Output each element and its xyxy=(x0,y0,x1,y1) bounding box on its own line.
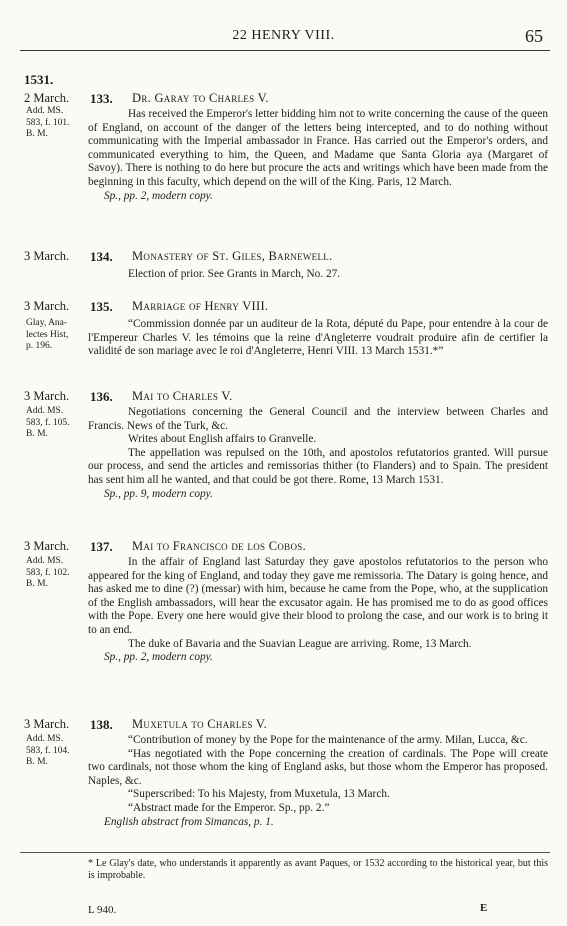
entry-note: English abstract from Simancas, p. 1. xyxy=(104,815,274,828)
entry-body-2: Writes about English affairs to Granvelle. xyxy=(128,433,317,446)
entry-title: Marriage of Henry VIII. xyxy=(132,299,269,313)
source-line: 583, f. 105. xyxy=(26,417,70,428)
entry-source xyxy=(26,106,82,141)
entry-135 xyxy=(0,300,567,370)
source-line: Add. MS. xyxy=(26,556,64,566)
entry-date: 3 March. xyxy=(24,389,70,403)
entry-number: 133. xyxy=(90,91,113,106)
entry-body-3: The appellation was repulsed on the 10th, and apostolos refutatorios granted. Will pursue our process, and send the articles and remissorias thither (to Flanders) and to Spain. The president has sent him all he wanted, and that could be got there. Rome, 13 March 1531. xyxy=(88,446,548,486)
source-line: Add. MS. xyxy=(26,734,64,744)
entry-body-2: The duke of Bavaria and the Suavian League are arriving. Rome, 13 March. xyxy=(128,637,472,650)
entry-line-3: “Superscribed: To his Majesty, from Muxetula, 13 March. xyxy=(128,788,390,801)
entry-date: 3 March. xyxy=(24,539,70,553)
entry-133 xyxy=(0,92,567,242)
entry-source xyxy=(26,556,82,591)
entry-note: Sp., pp. 2, modern copy. xyxy=(104,651,213,664)
year-label: 1531. xyxy=(24,72,54,87)
entry-body: Has received the Emperor's letter bidding him not to write concerning the cause of the queen of England, on account of the danger of the letters being intercepted, and to do nothing without communicating with the Imperial ambassador in France. Has carried out the Emperor's orders, and communicated everything to him, the Queen, and Madame que Santa Gloria aya (Margaret of Savoy). There is nothing to do here but procure the acts and writings which have been made from the beginning in this faculty, which depend on the will of the King. Paris, 12 March. xyxy=(88,108,548,188)
entry-138 xyxy=(0,718,567,844)
header-rule xyxy=(20,50,550,51)
entry-source xyxy=(26,406,82,441)
entry-date: 3 March. xyxy=(24,299,70,313)
source-line: B. M. xyxy=(26,129,48,139)
footnote: * Le Glay's date, who understands it apparently as avant Paques, or 1532 according to the historical year, but this is improbable. xyxy=(88,858,548,881)
source-line: Add. MS. xyxy=(26,106,64,116)
page-number: 65 xyxy=(525,26,543,46)
entry-source xyxy=(26,318,82,353)
entry-number: 137. xyxy=(90,539,113,554)
entry-note: Sp., pp. 9, modern copy. xyxy=(104,487,213,500)
entry-source xyxy=(26,734,82,769)
source-line: 583, f. 104. xyxy=(26,745,70,756)
source-line: B. M. xyxy=(26,757,48,767)
entry-note: Sp., pp. 2, modern copy. xyxy=(104,189,213,202)
entry-body: “Contribution of money by the Pope for the maintenance of the army. Milan, Lucca, &c. xyxy=(128,734,528,746)
entry-line-4: “Abstract made for the Emperor. Sp., pp. 2.” xyxy=(128,801,330,814)
source-line: p. 196. xyxy=(26,341,53,351)
running-header: 22 HENRY VIII. xyxy=(232,28,335,43)
entry-body: “Commission donnée par un auditeur de la Rota, député du Pape, pour entendre à la cour de l'Empereur Charles V. les témoins que la reine d'Angleterre voudrait produire afin de certifier la validité de son mariage avec le roi d'Angleterre, Henri VIII. 13 March 1531.*” xyxy=(88,318,548,358)
source-line: 583, f. 102. xyxy=(26,567,70,578)
signature-mark-left: L 940. xyxy=(88,904,117,916)
entry-title: Muxetula to Charles V. xyxy=(132,717,268,731)
entry-date: 3 March. xyxy=(24,717,70,731)
entry-137 xyxy=(0,540,567,700)
entry-date: 3 March. xyxy=(24,249,70,263)
source-line: lectes Hist, xyxy=(26,329,69,340)
source-line: Glay, Ana- xyxy=(26,318,68,328)
source-line: 583, f. 101. xyxy=(26,117,70,128)
source-line: Add. MS. xyxy=(26,406,64,416)
entry-number: 136. xyxy=(90,389,113,404)
entry-number: 138. xyxy=(90,717,113,732)
entry-title: Dr. Garay to Charles V. xyxy=(132,91,269,105)
entry-title: Mai to Francisco de los Cobos. xyxy=(132,539,307,553)
entry-136 xyxy=(0,390,567,530)
entry-number: 135. xyxy=(90,299,113,314)
entry-date: 2 March. xyxy=(24,91,70,105)
entry-134 xyxy=(0,250,567,290)
entry-body: In the affair of England last Saturday they gave apostolos refutatorios to the person who appeared for the king of England, and today they gave me remissoria. The Datary is going hence, and has asked me to dine (?) (messar) with him, because he came from the Pope, who, at the supplication of the English ambassadors, will hear the excusator again. He has promised me to do as good offices with the Pope. Every one here would give their blood to prolong the case, and our work is to bring it to an end. xyxy=(88,556,548,636)
entry-title: Monastery of St. Giles, Barnewell. xyxy=(132,249,333,263)
entry-body-2: “Has negotiated with the Pope concerning the creation of cardinals. The Pope will create two cardinals, not those whom the king of England asks, but those whom the Emperor has proposed. Naples, &c. xyxy=(88,747,548,787)
entry-number: 134. xyxy=(90,249,113,264)
source-line: B. M. xyxy=(26,579,48,589)
entry-title: Mai to Charles V. xyxy=(132,389,233,403)
entry-body: Election of prior. See Grants in March, No. 27. xyxy=(128,268,341,280)
entry-body: Negotiations concerning the General Council and the interview between Charles and Francis. News of the Turk, &c. xyxy=(88,406,548,432)
signature-mark-right: E xyxy=(480,902,488,914)
source-line: B. M. xyxy=(26,429,48,439)
footnote-rule xyxy=(20,852,550,853)
